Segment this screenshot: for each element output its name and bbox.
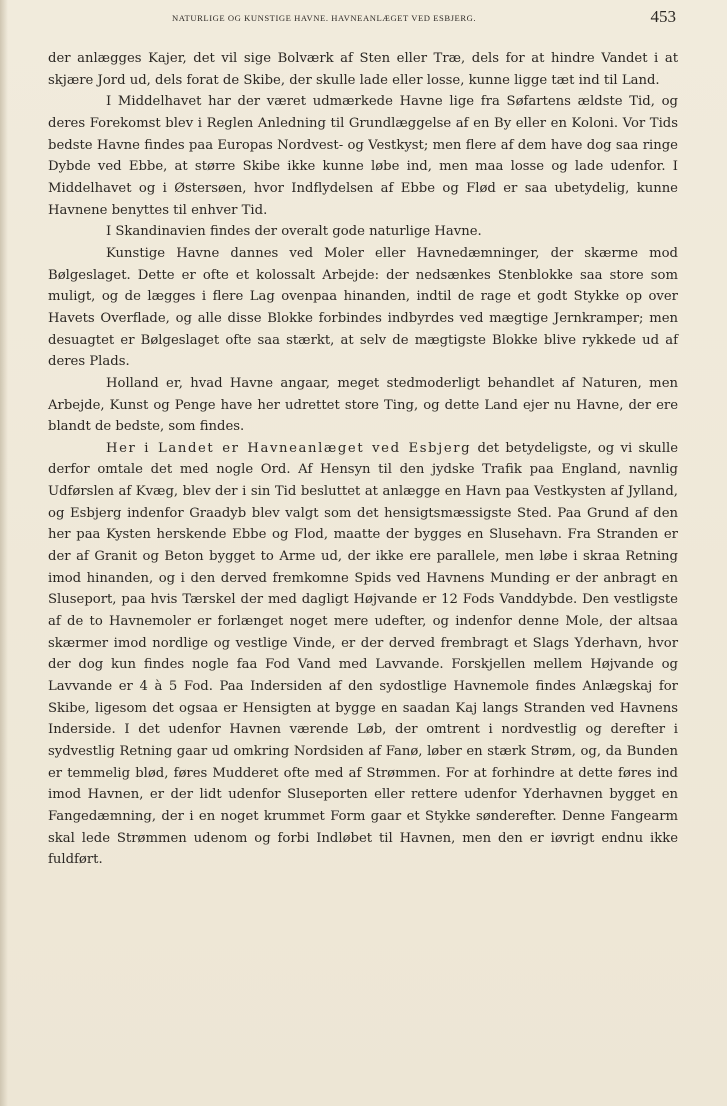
page-header <box>48 7 678 40</box>
paragraph-kajer: der anlægges Kajer, det vil sige Bolværk af Sten eller Træ, dels for at hindre Vandet i at skjære Jord ud, dels forat de Skibe, der skulle lade eller losse, kunne ligge tæt ind til Land. <box>48 51 678 88</box>
running-head: NATURLIGE OG KUNSTIGE HAVNE. HAVNEANLÆGET VED ESBJERG. <box>172 13 477 23</box>
paragraph-middelhavet: I Middelhavet har der været udmærkede Havne lige fra Søfartens ældste Tid, og deres Forekomst blev i Reglen Anledning til Grundlæggelse af en By eller en Koloni. Vor Tids bedste Havne findes paa Europas Nordvest- og Vestkyst; men flere af dem have dog saa ringe Dybde ved Ebbe, at større Skibe ikke kunne løbe ind, men maa losse og lade udenfor. I Middelhavet og i Østersøen, hvor Indflydelsen af Ebbe og Flød er saa ubetydelig, kunne Havnene benyttes til enhver Tid. <box>48 94 678 218</box>
spaced-emphasis: Her i Landet er Havneanlæget ved Esbjerg <box>106 440 472 456</box>
body-text <box>48 48 678 871</box>
paragraph-esbjerg-text: det betydeligste, og vi skulle derfor omtale det med nogle Ord. Af Hensyn til den jydske Trafik paa England, navnlig Udførslen af Kvæg, blev der i sin Tid besluttet at anlægge en Havn paa Vestkysten af Jylland, og Esbjerg indenfor Graadyb blev valgt som det hensigtsmæssigste Sted. Paa Grund af den her paa Kysten herskende Ebbe og Flod, maatte der bygges en Slusehavn. Fra Stranden er der af Granit og Beton bygget to Arme ud, der ikke ere parallele, men løbe i skraa Retning imod hinanden, og i den derved fremkomne Spids ved Havnens Munding er der anbragt en Sluseport, paa hvis Tærskel der med dagligt Højvande er 12 Fods Vanddybde. Den vestligste af de to Havnemoler er forlænget noget mere udefter, og indenfor denne Mole, der altsaa skærmer imod nordlige og vestlige Vinde, er der derved frembragt et Slags Yderhavn, hvor der dog kun findes nogle faa Fod Vand med Lavvande. Forskjellen mellem Højvande og Lavvande er 4 à 5 Fod. Paa Indersiden af den sydostlige Havnemole findes Anlægskaj for Skibe, ligesom det ogsaa er Hensigten at bygge en saadan Kaj langs Stranden ved Havnens Inderside. I det udenfor Havnen værende Løb, der omtrent i nordvestlig og derefter i sydvestlig Retning gaar ud omkring Nordsiden af Fanø, løber en stærk Strøm, og, da Bunden er temmelig blød, føres Mudderet ofte med af Strømmen. For at forhindre at dette føres ind imod Havnen, er der lidt udenfor Sluseporten eller rettere udenfor Yderhavnen bygget en Fangedæmning, der i en noget krummet Form gaar et Stykke sønderefter. Denne Fangearm skal lede Strømmen udenom og forbi Indløbet til Havnen, men den er iøvrigt endnu ikke fuldført. <box>48 440 679 868</box>
page-binding-edge <box>0 0 8 1106</box>
paragraph-skandinavien: I Skandinavien findes der overalt gode naturlige Havne. <box>106 224 482 240</box>
paragraph-esbjerg <box>48 438 678 871</box>
paragraph-kunstige-havne: Kunstige Havne dannes ved Moler eller Havnedæmninger, der skærme mod Bølgeslaget. Dette er ofte et kolossalt Arbejde: der nedsænkes Stenblokke saa store som muligt, og de lægges i flere Lag ovenpaa hinanden, indtil de rage et godt Stykke op over Havets Overflade, og alle disse Blokke forbindes indbyrdes ved mægtige Jernkramper; men desuagtet er Bølgeslaget ofte saa stærkt, at selv de mægtigste Blokke blive rykkede ud af deres Plads. <box>48 245 678 370</box>
paragraph-holland: Holland er, hvad Havne angaar, meget stedmoderligt behandlet af Naturen, men Arbejde, Kunst og Penge have her udrettet store Ting, og dette Land ejer nu Havne, der ere blandt de bedste, som findes. <box>48 375 678 435</box>
page-number: 453 <box>650 7 676 26</box>
